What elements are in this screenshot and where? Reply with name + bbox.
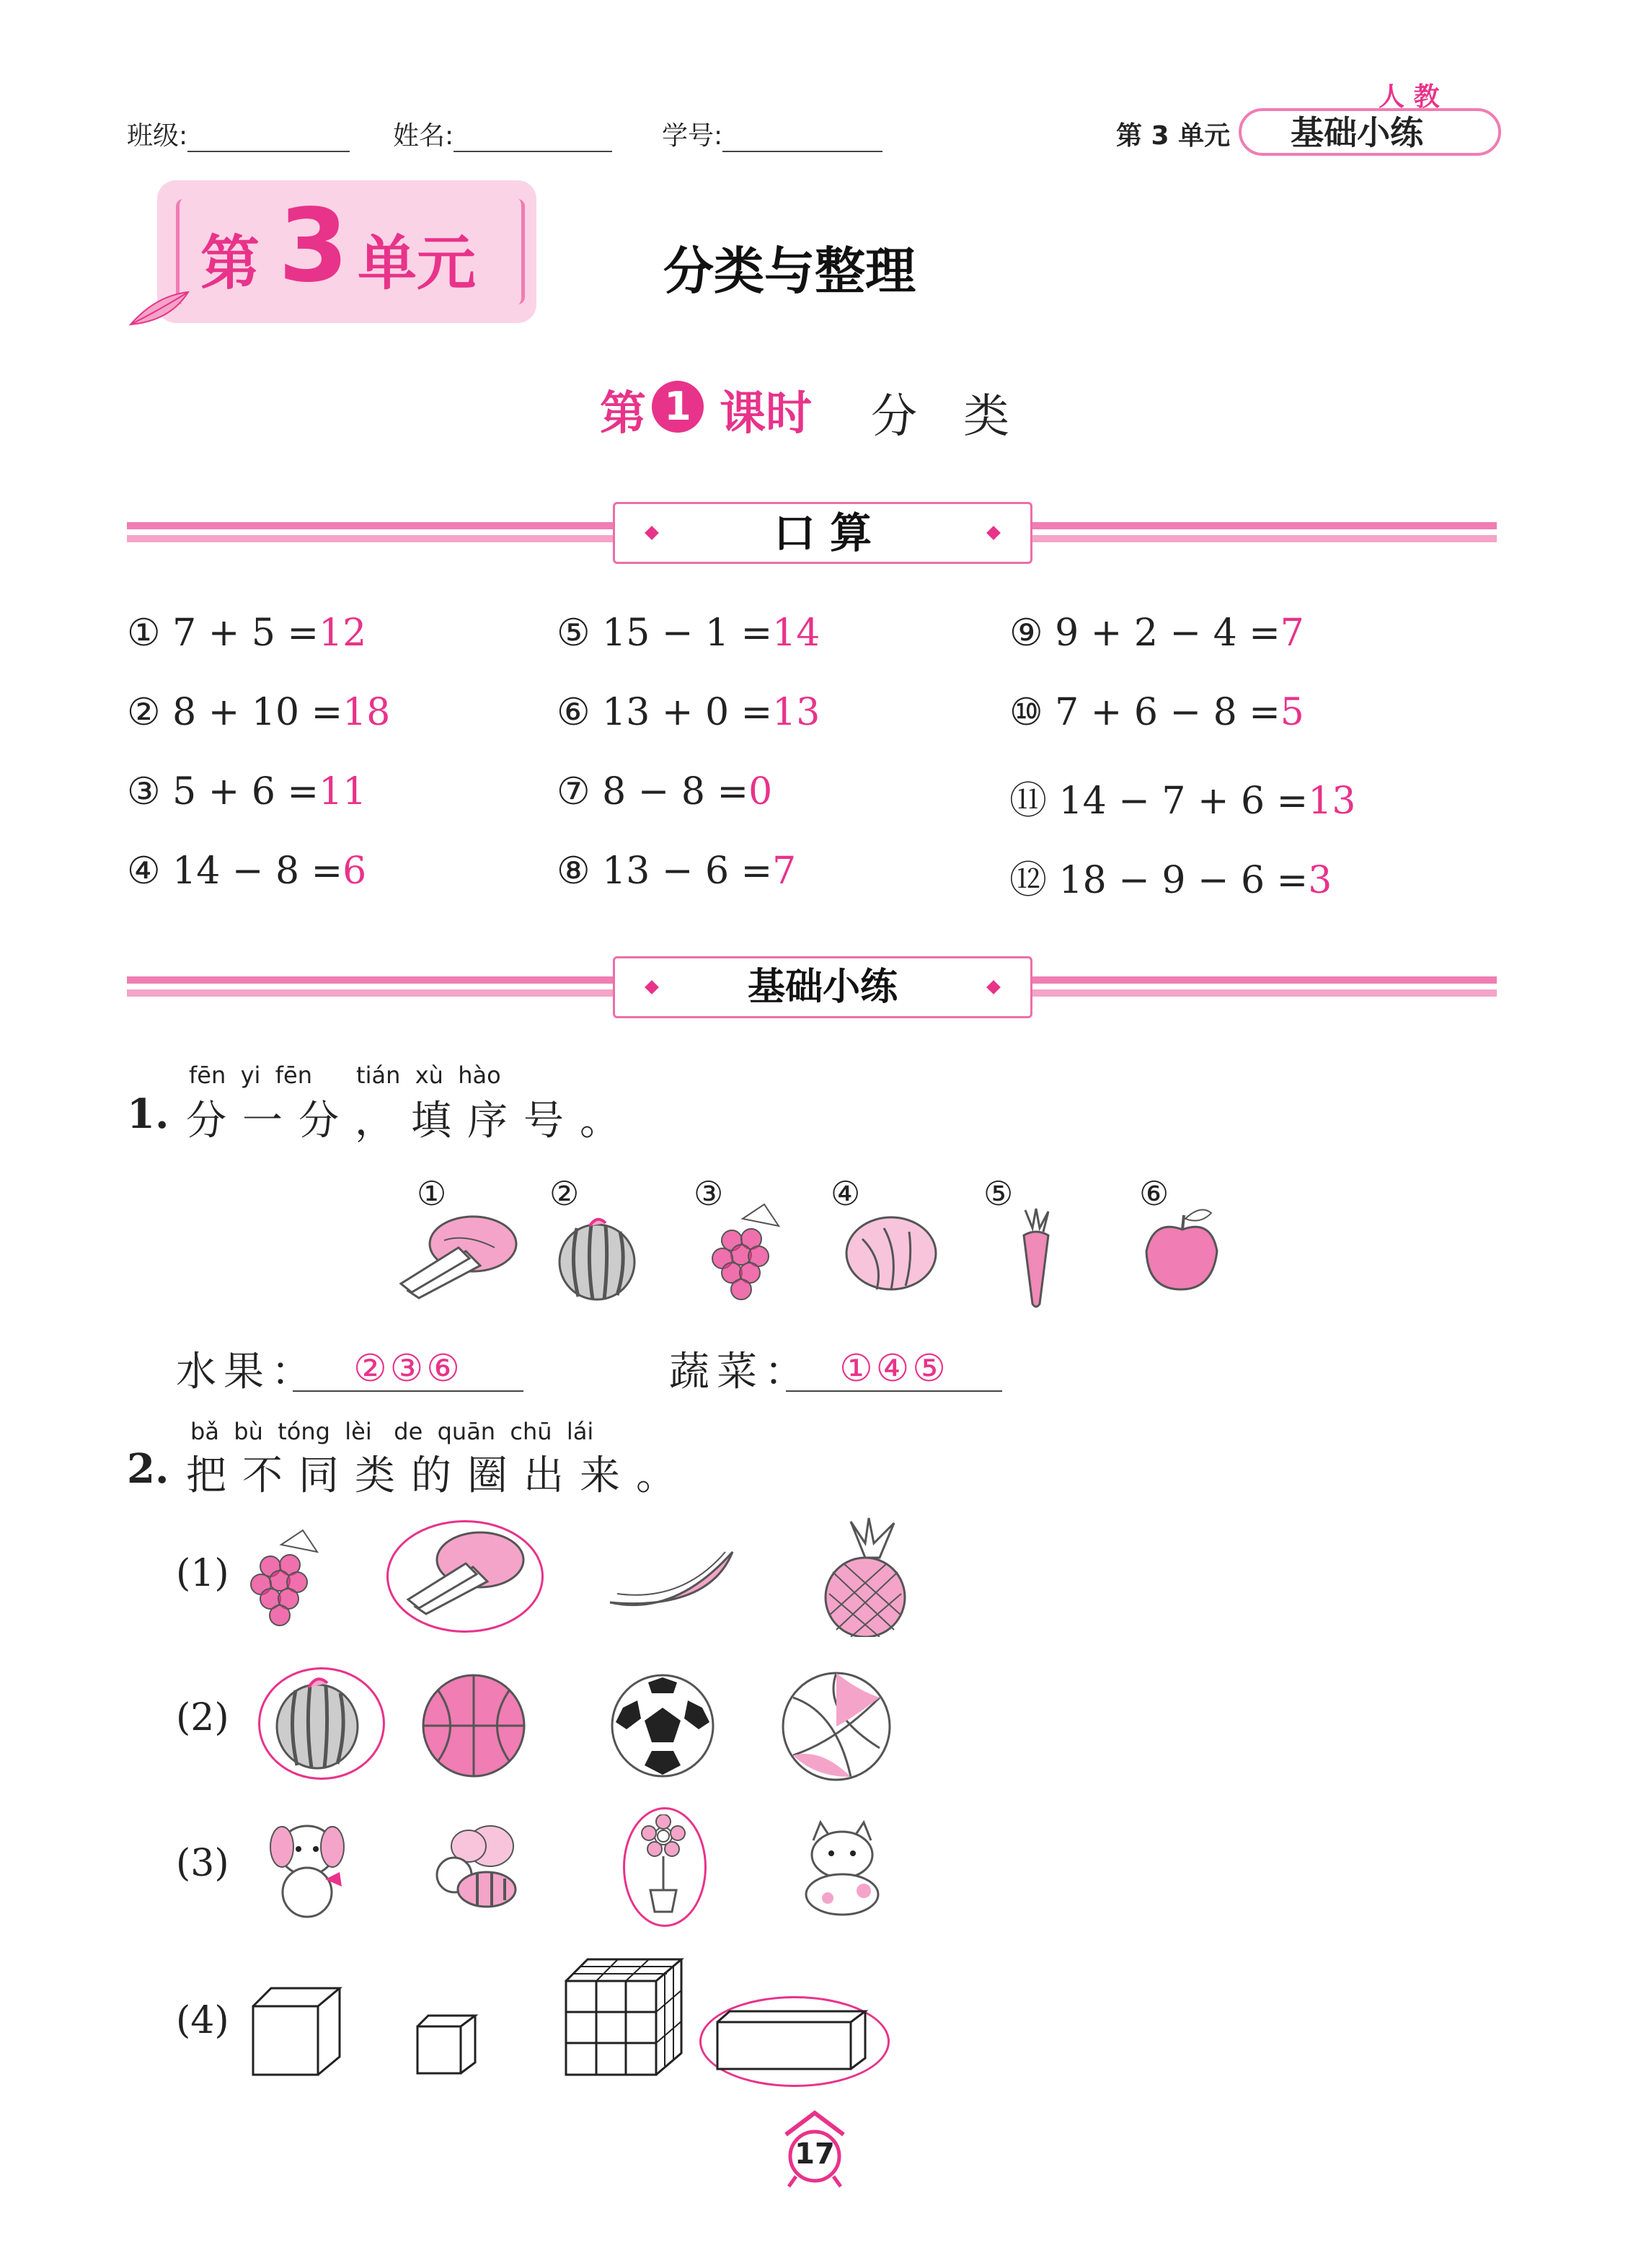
basketball-icon — [420, 1672, 528, 1780]
answer[interactable]: 0 — [748, 770, 773, 813]
diamond-icon — [986, 980, 1001, 994]
lesson-number: 1 — [652, 381, 704, 433]
row-label: (4) — [176, 1999, 229, 2042]
q2-pinyin: bǎ bù tóng lèi de quān chū lái — [190, 1418, 594, 1445]
puppy-icon — [257, 1807, 358, 1923]
oral-problem: ⑦ 8 − 8 =0 — [557, 770, 773, 813]
oral-problem: ⑨ 9 + 2 − 4 =7 — [1009, 612, 1304, 655]
answer[interactable]: 13 — [1308, 780, 1356, 823]
diamond-icon — [645, 980, 659, 994]
item-number: ⑤ — [983, 1174, 1014, 1213]
name-label: 姓名: — [393, 121, 454, 151]
cuboid-icon — [714, 2008, 872, 2073]
class-blank[interactable] — [187, 126, 350, 152]
unit-title: 分类与整理 — [663, 242, 916, 301]
watermelon-icon — [274, 1669, 360, 1773]
unit-suffix: 单元 — [358, 229, 477, 298]
banana-icon — [603, 1537, 747, 1624]
row-label: (3) — [176, 1842, 229, 1885]
answer[interactable]: 12 — [319, 612, 367, 655]
cube-large-icon — [249, 1985, 343, 2078]
id-blank[interactable] — [722, 126, 882, 152]
oral-problem: ⑥ 13 + 0 =13 — [557, 691, 820, 734]
flower-icon — [634, 1814, 692, 1915]
fruit-label: 水果： — [176, 1349, 319, 1395]
q1-text: 分一分，填序号。 — [186, 1098, 636, 1144]
q1-pinyin: fēn yi fēn tián xù hào — [189, 1062, 501, 1089]
oral-problem: ④ 14 − 8 =6 — [127, 850, 367, 893]
answer[interactable]: 13 — [772, 691, 820, 734]
pineapple-icon — [815, 1514, 916, 1637]
row-label: (1) — [176, 1552, 229, 1595]
lettuce-icon — [841, 1210, 942, 1297]
soccer-ball-icon — [609, 1672, 717, 1780]
cube-small-icon — [414, 2012, 479, 2077]
chinese-cabbage-icon — [394, 1212, 523, 1305]
kitten-icon — [792, 1819, 900, 1920]
answer[interactable]: 18 — [342, 691, 391, 734]
unit-prefix: 第 — [200, 229, 260, 298]
oral-problem: ⑤ 15 − 1 =14 — [557, 612, 820, 655]
basic-heading-box — [613, 956, 1032, 1018]
oral-problem: ② 8 + 10 =18 — [127, 691, 391, 734]
watermelon-icon — [555, 1210, 642, 1304]
answer[interactable]: 5 — [1280, 691, 1304, 734]
oral-problem: ⑫ 18 − 9 − 6 =3 — [1009, 859, 1332, 902]
q2-number: 2. — [127, 1445, 169, 1493]
leaf-icon — [127, 288, 192, 332]
name-blank[interactable] — [454, 126, 612, 152]
diamond-icon — [645, 526, 659, 540]
item-number: ② — [549, 1174, 580, 1213]
oral-problem: ① 7 + 5 =12 — [127, 612, 367, 655]
class-field — [127, 115, 350, 152]
answer[interactable]: 3 — [1308, 859, 1332, 902]
answer[interactable]: 6 — [342, 850, 367, 893]
book-small-label: 人 教 — [1379, 82, 1440, 112]
rubiks-cube-icon — [562, 1956, 685, 2078]
row-label: (2) — [176, 1696, 229, 1739]
grapes-icon — [707, 1197, 786, 1305]
answer[interactable]: 14 — [772, 612, 820, 655]
item-number: ④ — [831, 1174, 861, 1213]
oral-problem: ⑧ 13 − 6 =7 — [557, 850, 797, 893]
chinese-cabbage-icon — [401, 1527, 531, 1621]
q1-number: 1. — [127, 1090, 169, 1138]
oral-problem: ⑩ 7 + 6 − 8 =5 — [1009, 691, 1304, 734]
basic-heading: 基础小练 — [747, 966, 898, 1009]
unit-label: 第 3 单元 — [1116, 121, 1231, 151]
oral-heading-box — [613, 502, 1032, 564]
carrot-icon — [1011, 1203, 1061, 1311]
book-title: 基础小练 — [1291, 113, 1423, 152]
grapes-icon — [245, 1523, 324, 1631]
oral-problem: ③ 5 + 6 =11 — [127, 770, 367, 813]
fruit-answer[interactable]: ②③⑥ — [293, 1347, 523, 1392]
lesson-prefix: 第 — [600, 387, 646, 441]
veg-answer[interactable]: ①④⑤ — [786, 1347, 1002, 1392]
q2-text: 把不同类的圈出来。 — [186, 1452, 692, 1499]
id-label: 学号: — [662, 121, 723, 151]
answer[interactable]: 7 — [772, 850, 797, 893]
item-number: ① — [417, 1174, 447, 1213]
veg-label: 蔬菜： — [669, 1349, 812, 1395]
diamond-icon — [986, 526, 1001, 540]
item-number: ③ — [694, 1174, 724, 1213]
oral-problem: ⑪ 14 − 7 + 6 =13 — [1009, 780, 1356, 823]
page-number: 17 — [795, 2137, 835, 2171]
lesson-suffix: 课时 — [720, 387, 812, 441]
name-field — [393, 115, 612, 152]
answer[interactable]: 11 — [319, 770, 367, 813]
item-number: ⑥ — [1139, 1174, 1169, 1213]
answer[interactable]: 7 — [1280, 612, 1304, 655]
id-field — [662, 115, 882, 152]
unit-number: 3 — [278, 187, 349, 305]
apple-icon — [1139, 1204, 1226, 1298]
class-label: 班级: — [127, 121, 188, 151]
oral-heading: 口 算 — [773, 508, 872, 557]
bee-icon — [425, 1817, 526, 1918]
volleyball-icon — [779, 1669, 894, 1784]
lesson-name: 分 类 — [871, 390, 1009, 444]
